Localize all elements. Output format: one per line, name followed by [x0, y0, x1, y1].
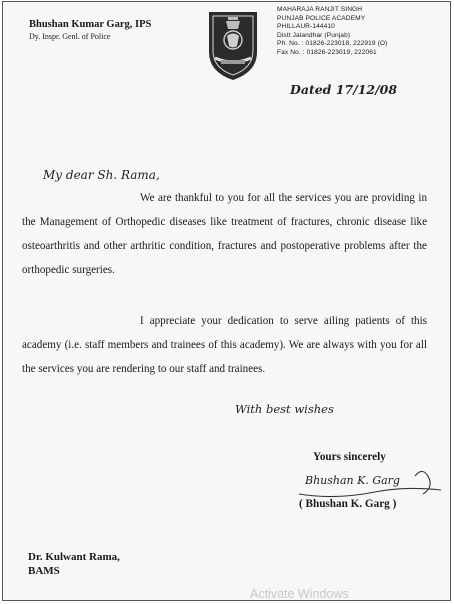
sender-block	[29, 19, 151, 43]
signature: Bhushan K. Garg	[305, 474, 400, 487]
recipient-qualification: BAMS	[28, 565, 60, 577]
recipient-block	[28, 550, 120, 578]
address-line: PUNJAB POLICE ACADEMY	[277, 14, 366, 22]
body-paragraph: I appreciate your dedication to serve ailing patients of this academy (i.e. staff members and trainees of this academy). We are always with you for all the services you are rendering to our staff and trainees.	[22, 315, 427, 375]
address-line: Distt Jalandhar (Punjab)	[277, 31, 351, 39]
closing: Yours sincerely	[313, 451, 386, 463]
best-wishes: With best wishes	[235, 402, 334, 416]
activate-windows-watermark: Activate Windows	[250, 587, 349, 601]
recipient-name: Dr. Kulwant Rama,	[28, 551, 120, 563]
letter-page	[2, 1, 451, 601]
letter-date: Dated 17/12/08	[290, 82, 398, 97]
salutation: My dear Sh. Rama,	[43, 168, 160, 182]
letterhead-address	[277, 6, 387, 58]
body-paragraph: We are thankful to you for all the services you are providing in the Management of Orthopedic diseases like treatment of fractures, chronic disease like osteoarthritis and other arthritic condition, fractures and postoperative problems after the orthopedic surgeries.	[22, 192, 427, 276]
address-line: Fax No. : 01826-223019, 222061	[277, 48, 377, 56]
signatory-name: ( Bhushan K. Garg )	[299, 498, 397, 510]
police-emblem-icon	[203, 8, 263, 82]
sender-rank: Dy. Inspr. Genl. of Police	[29, 32, 111, 41]
address-line: MAHARAJA RANJIT SINGH	[277, 6, 363, 13]
address-line: Ph. No. : 01826-223018, 222919 (O)	[277, 40, 388, 48]
address-line: PHILLAUR-144410	[277, 23, 335, 31]
sender-name: Bhushan Kumar Garg, IPS	[29, 19, 152, 30]
